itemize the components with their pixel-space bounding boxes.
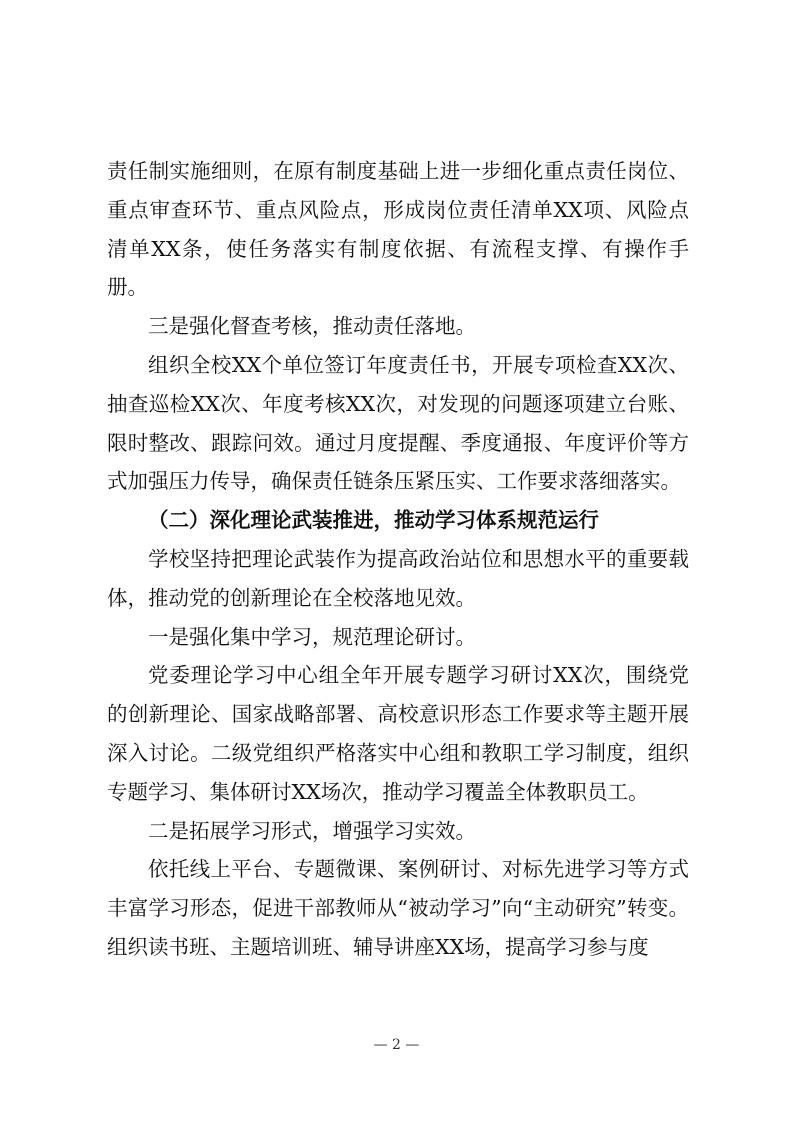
- body-paragraph: 学校坚持把理论武装作为提高政治站位和思想水平的重要载体，推动党的创新理论在全校落地见效。: [107, 546, 689, 610]
- subheading-one: 一是强化集中学习，规范理论研讨。: [148, 624, 476, 649]
- subheading-two: 二是拓展学习形式，增强学习实效。: [148, 818, 476, 843]
- subheading-three: 三是强化督查考核，推动责任落地。: [148, 314, 476, 339]
- document-body: [107, 152, 689, 967]
- page-number: — 2 —: [373, 1037, 420, 1053]
- body-paragraph: 依托线上平台、专题微课、案例研讨、对标先进学习等方式丰富学习形态，促进干部教师从“被动学习”向“主动研究”转变。组织读书班、主题培训班、辅导讲座XX场，提高学习参与度: [107, 857, 689, 959]
- body-paragraph: 党委理论学习中心组全年开展专题学习研讨XX次，围绕党的创新理论、国家战略部署、高校意识形态工作要求等主题开展深入讨论。二级党组织严格落实中心组和教职工学习制度，组织专题学习、集体研讨XX场次，推动学习覆盖全体教职员工。: [107, 663, 689, 804]
- body-paragraph: 组织全校XX个单位签订年度责任书，开展专项检查XX次、抽查巡检XX次、年度考核XX次，对发现的问题逐项建立台账、限时整改、跟踪问效。通过月度提醒、季度通报、年度评价等方式加强压力传导，确保责任链条压紧压实、工作要求落细落实。: [107, 352, 689, 494]
- section-heading: （二）深化理论武装推进，推动学习体系规范运行: [148, 508, 599, 533]
- body-paragraph-continued: 责任制实施细则，在原有制度基础上进一步细化重点责任岗位、重点审查环节、重点风险点，形成岗位责任清单XX项、风险点清单XX条，使任务落实有制度依据、有流程支撑、有操作手册。: [107, 159, 689, 300]
